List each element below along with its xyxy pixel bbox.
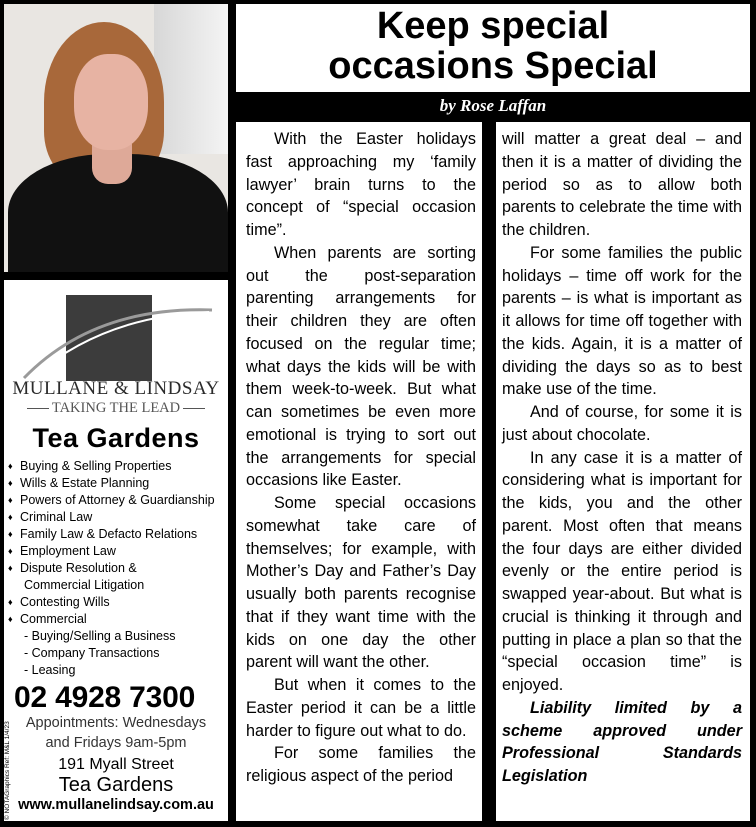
paragraph: When parents are sorting out the post-separation parenting arrangements for their children they are often focused on the regular time; what days the kids will be with them week-to-week. But what can sometimes be even more emotional is trying to sort out the arrangements for special occasions like Easter.: [246, 243, 476, 490]
bullet-diamond-icon: ♦: [8, 478, 13, 488]
firm-tagline: [4, 400, 228, 417]
service-item: ♦ Criminal Law: [8, 510, 93, 524]
service-item: ♦ Powers of Attorney & Guardianship: [8, 493, 215, 507]
service-subitem: - Leasing: [24, 663, 76, 677]
photo-neck: [92, 144, 132, 184]
appointments-line-2: and Fridays 9am-5pm: [45, 735, 187, 751]
appointment-hours: [4, 713, 228, 753]
bullet-diamond-icon: ♦: [8, 597, 13, 607]
article-headline: [236, 6, 750, 86]
article-byline: by Rose Laffan: [439, 96, 547, 115]
website-link[interactable]: www.mullanelindsay.com.au: [18, 797, 214, 813]
paragraph: With the Easter holidays fast approaching my ‘family lawyer’ brain turns to the concept of “special occasion time”.: [246, 130, 476, 239]
paragraph: But when it comes to the Easter period it can be a little harder to figure out what to do.: [246, 676, 476, 740]
bullet-diamond-icon: ♦: [8, 563, 13, 573]
service-item: ♦ Buying & Selling Properties: [8, 459, 172, 473]
service-item: ♦ Contesting Wills: [8, 595, 110, 609]
photo-background-window: [154, 4, 228, 154]
service-subitem: - Buying/Selling a Business: [24, 629, 176, 643]
service-item: ♦ Wills & Estate Planning: [8, 476, 150, 490]
street-address: 191 Myall Street: [58, 756, 174, 773]
service-item: ♦ Dispute Resolution &: [8, 561, 137, 575]
bullet-diamond-icon: ♦: [8, 546, 13, 556]
bullet-diamond-icon: ♦: [8, 512, 13, 522]
address-town: Tea Gardens: [58, 774, 174, 796]
office-town-heading: Tea Gardens: [32, 423, 200, 453]
paragraph: For some families the religious aspect of the period: [246, 744, 476, 785]
logo-swoosh-icon: [4, 288, 228, 388]
service-item: ♦ Commercial: [8, 612, 87, 626]
service-item-continuation: Commercial Litigation: [24, 578, 145, 592]
bullet-diamond-icon: ♦: [8, 495, 13, 505]
headline-line-2: occasions Special: [328, 45, 658, 87]
paragraph: Some special occasions somewhat take care of themselves; for example, with Mother’s Day and Father’s Day usually both parents recognise that if they want time with the kids on one day the other parent will want the other.: [246, 494, 476, 672]
bullet-diamond-icon: ♦: [8, 529, 13, 539]
headline-line-1: Keep special: [376, 5, 610, 47]
appointments-line-1: Appointments: Wednesdays: [25, 715, 207, 731]
paragraph-continuation: will matter a great deal – and then it is a matter of dividing the period so as to allow both parents to celebrate the time with the children.: [502, 130, 742, 239]
service-item: ♦ Family Law & Defacto Relations: [8, 527, 198, 541]
service-item: ♦ Employment Law: [8, 544, 116, 558]
law-firm-ad: [4, 280, 228, 821]
liability-disclaimer: Liability limited by a scheme approved under Professional Standards Legislation: [502, 698, 742, 785]
paragraph: In any case it is a matter of considering what is important for the kids, you and the other parent. Most often that means the four days are either divided evenly or the entire period is swapped year-about. But what is crucial is thinking it through and putting in place a plan so that the “special occasion time” is enjoyed.: [502, 448, 742, 694]
firm-name: MULLANE & LINDSAY: [12, 378, 220, 399]
bullet-diamond-icon: ♦: [8, 461, 13, 471]
production-credit: © NOTAGraphics Ref: M&L 1/4/23: [4, 721, 11, 820]
service-subitem: - Company Transactions: [24, 646, 160, 660]
bullet-diamond-icon: ♦: [8, 614, 13, 624]
services-list: [6, 458, 226, 679]
paragraph: And of course, for some it is just about chocolate.: [502, 403, 742, 444]
phone-number[interactable]: 02 4928 7300: [14, 681, 196, 714]
photo-face: [74, 54, 148, 150]
article-column-1: [236, 122, 482, 821]
author-photo: [4, 4, 228, 272]
article-column-2: [496, 122, 750, 821]
headline-box: [236, 4, 750, 92]
tagline-text: TAKING THE LEAD: [51, 400, 181, 416]
paragraph: For some families the public holidays – time off work for the parents – is what is important as it allows for time off together with the kids. Again, it is a matter of dividing the days so as to best make use of the time.: [502, 243, 742, 399]
